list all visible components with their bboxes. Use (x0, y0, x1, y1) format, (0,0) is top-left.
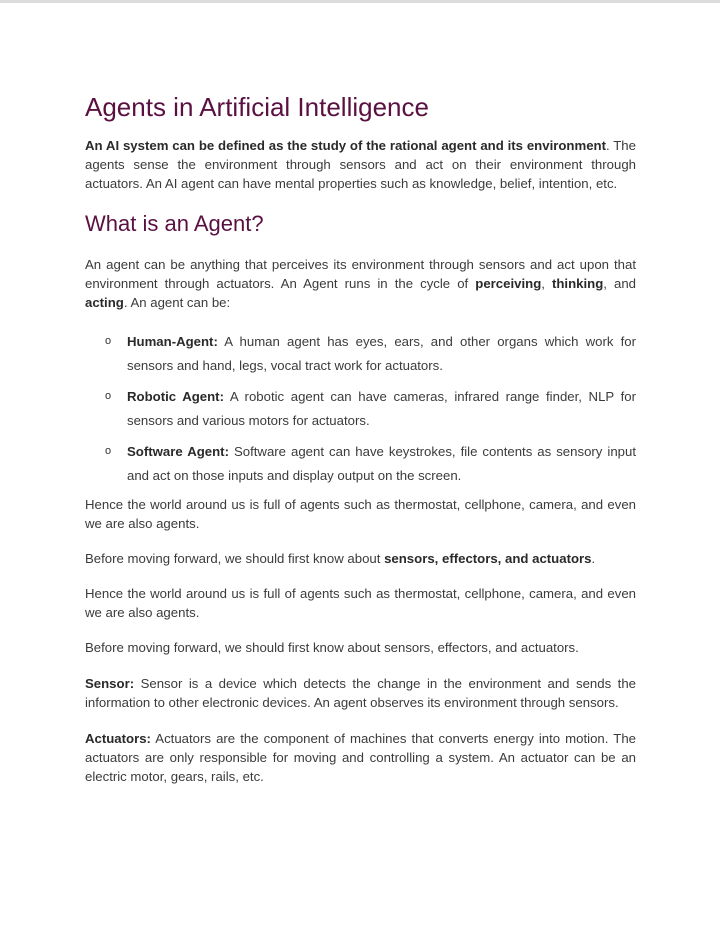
thinking-bold: thinking (551, 276, 604, 291)
before-end: . (591, 551, 596, 566)
hence-paragraph-1: Hence the world around us is full of agents such as thermostat, cellphone, camera, and even we are also agents. (85, 497, 636, 531)
perceiving-bold: perceiving (475, 276, 542, 291)
agent-paragraph (85, 255, 636, 312)
acting-bold: acting (85, 295, 124, 310)
top-border (0, 0, 720, 3)
document-page (85, 88, 636, 802)
agent-text-4: . An agent can be: (123, 295, 231, 310)
before-paragraph-1 (85, 549, 636, 568)
sensor-text: Sensor is a device which detects the change in the environment and sends the information to other electronic devices. An agent observes its environment through sensors. (85, 676, 636, 710)
agent-types-list (85, 330, 636, 487)
bullet-label: Robotic Agent: (127, 389, 224, 404)
page-title: Agents in Artificial Intelligence (85, 92, 429, 122)
bullet-icon: o (105, 445, 112, 457)
intro-bold: An AI system can be defined as the study of the rational agent and its environment (85, 138, 606, 153)
intro-text: . The agents sense the environment through sensors and act on their environment through actuators. An AI agent can have mental properties such as knowledge, belief, intention, etc. (85, 138, 636, 191)
actuators-text: Actuators are the component of machines that converts energy into motion. The actuators are only responsible for moving and controlling a system. An actuator can be an electric motor, gears, rails, etc. (85, 731, 636, 784)
agent-text-2: , (541, 276, 552, 291)
bullet-label: Software Agent: (127, 444, 229, 459)
hence-paragraph-2: Hence the world around us is full of agents such as thermostat, cellphone, camera, and even we are also agents. (85, 586, 636, 620)
bullet-icon: o (105, 335, 112, 347)
before-bold: sensors, effectors, and actuators (384, 551, 592, 566)
sensor-label: Sensor: (85, 676, 135, 691)
section-heading: What is an Agent? (85, 211, 264, 236)
before-text: Before moving forward, we should first know about (85, 551, 385, 566)
bullet-icon: o (105, 390, 112, 402)
intro-paragraph (85, 136, 636, 193)
agent-text-1: An agent can be anything that perceives its environment through sensors and act upon that environment through actuators. An Agent runs in the cycle of (85, 257, 636, 291)
actuators-paragraph (85, 729, 636, 786)
list-item-software-agent (85, 440, 636, 487)
before-paragraph-2: Before moving forward, we should first know about sensors, effectors, and actuators. (85, 640, 579, 655)
bullet-text: A robotic agent can have cameras, infrared range finder, NLP for sensors and various motors for actuators. (127, 389, 636, 428)
sensor-paragraph (85, 674, 636, 712)
agent-text-3: , and (603, 276, 636, 291)
list-item-robotic-agent (85, 385, 636, 432)
list-item-human-agent (85, 330, 636, 377)
bullet-text: Software agent can have keystrokes, file contents as sensory input and act on those inputs and display output on the screen. (127, 444, 636, 483)
bullet-label: Human-Agent: (127, 334, 218, 349)
actuators-label: Actuators: (85, 731, 151, 746)
bullet-text: A human agent has eyes, ears, and other organs which work for sensors and hand, legs, vocal tract work for actuators. (127, 334, 636, 373)
